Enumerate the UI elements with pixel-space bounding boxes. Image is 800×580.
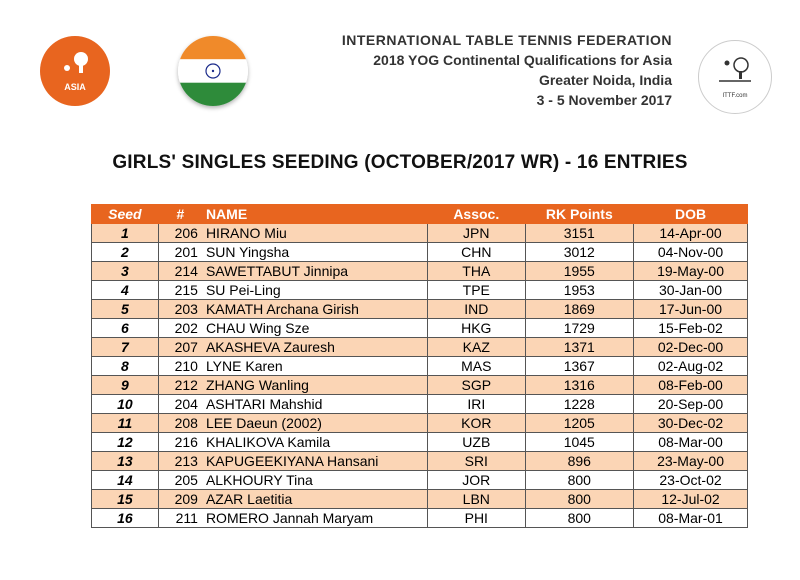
column-header-number: # xyxy=(158,205,202,224)
column-header-seed: Seed xyxy=(92,205,159,224)
table-row xyxy=(92,471,748,490)
association-cell: IND xyxy=(428,300,526,319)
entry-number-cell: 211 xyxy=(158,509,202,528)
ping-pong-paddle-icon xyxy=(55,50,95,80)
seed-cell: 4 xyxy=(92,281,159,300)
dob-cell: 30-Jan-00 xyxy=(634,281,748,300)
table-row xyxy=(92,357,748,376)
event-location: Greater Noida, India xyxy=(538,72,672,88)
dob-cell: 08-Feb-00 xyxy=(634,376,748,395)
player-name-cell: SUN Yingsha xyxy=(202,243,428,262)
player-name-cell: ZHANG Wanling xyxy=(202,376,428,395)
seed-cell: 5 xyxy=(92,300,159,319)
dob-cell: 14-Apr-00 xyxy=(634,224,748,243)
seed-cell: 10 xyxy=(92,395,159,414)
dob-cell: 23-Oct-02 xyxy=(634,471,748,490)
entry-number-cell: 213 xyxy=(158,452,202,471)
association-cell: CHN xyxy=(428,243,526,262)
rk-points-cell: 3012 xyxy=(525,243,634,262)
ittf-asia-logo xyxy=(40,36,110,106)
player-name-cell: KAPUGEEKIYANA Hansani xyxy=(202,452,428,471)
table-row xyxy=(92,509,748,528)
rk-points-cell: 1955 xyxy=(525,262,634,281)
player-name-cell: ROMERO Jannah Maryam xyxy=(202,509,428,528)
table-row xyxy=(92,338,748,357)
dob-cell: 02-Dec-00 xyxy=(634,338,748,357)
player-name-cell: KHALIKOVA Kamila xyxy=(202,433,428,452)
ittf-logo xyxy=(698,40,772,114)
entry-number-cell: 202 xyxy=(158,319,202,338)
seeding-table xyxy=(91,204,748,528)
column-header-rk-points: RK Points xyxy=(525,205,634,224)
player-name-cell: LEE Daeun (2002) xyxy=(202,414,428,433)
entry-number-cell: 216 xyxy=(158,433,202,452)
association-cell: TPE xyxy=(428,281,526,300)
event-header xyxy=(342,30,672,110)
table-row xyxy=(92,281,748,300)
event-name: 2018 YOG Continental Qualifications for Asia xyxy=(373,52,672,68)
rk-points-cell: 1953 xyxy=(525,281,634,300)
player-name-cell: SU Pei-Ling xyxy=(202,281,428,300)
seed-cell: 8 xyxy=(92,357,159,376)
column-header-assoc: Assoc. xyxy=(428,205,526,224)
page-title: GIRLS' SINGLES SEEDING (OCTOBER/2017 WR) - 16 ENTRIES xyxy=(112,152,688,173)
seed-cell: 15 xyxy=(92,490,159,509)
federation-name: INTERNATIONAL TABLE TENNIS FEDERATION xyxy=(341,32,672,48)
player-name-cell: ASHTARI Mahshid xyxy=(202,395,428,414)
rk-points-cell: 1869 xyxy=(525,300,634,319)
association-cell: KAZ xyxy=(428,338,526,357)
ittf-asia-logo-text: ASIA xyxy=(64,82,86,92)
association-cell: SRI xyxy=(428,452,526,471)
dob-cell: 12-Jul-02 xyxy=(634,490,748,509)
seed-cell: 16 xyxy=(92,509,159,528)
column-header-dob: DOB xyxy=(634,205,748,224)
seed-cell: 11 xyxy=(92,414,159,433)
entry-number-cell: 215 xyxy=(158,281,202,300)
ittf-url: ITTF.com xyxy=(722,93,748,99)
rk-points-cell: 800 xyxy=(525,490,634,509)
player-name-cell: CHAU Wing Sze xyxy=(202,319,428,338)
table-row xyxy=(92,414,748,433)
entry-number-cell: 209 xyxy=(158,490,202,509)
player-name-cell: AZAR Laetitia xyxy=(202,490,428,509)
seed-cell: 12 xyxy=(92,433,159,452)
entry-number-cell: 203 xyxy=(158,300,202,319)
entry-number-cell: 205 xyxy=(158,471,202,490)
entry-number-cell: 212 xyxy=(158,376,202,395)
rk-points-cell: 1729 xyxy=(525,319,634,338)
dob-cell: 30-Dec-02 xyxy=(634,414,748,433)
rk-points-cell: 1367 xyxy=(525,357,634,376)
table-row xyxy=(92,433,748,452)
association-cell: JPN xyxy=(428,224,526,243)
dob-cell: 15-Feb-02 xyxy=(634,319,748,338)
rk-points-cell: 1205 xyxy=(525,414,634,433)
rk-points-cell: 800 xyxy=(525,471,634,490)
column-header-name: NAME xyxy=(202,205,428,224)
rk-points-cell: 1045 xyxy=(525,433,634,452)
rk-points-cell: 1371 xyxy=(525,338,634,357)
dob-cell: 17-Jun-00 xyxy=(634,300,748,319)
dob-cell: 02-Aug-02 xyxy=(634,357,748,376)
seed-cell: 7 xyxy=(92,338,159,357)
player-name-cell: KAMATH Archana Girish xyxy=(202,300,428,319)
india-flag-icon xyxy=(178,36,248,106)
seed-cell: 2 xyxy=(92,243,159,262)
table-row xyxy=(92,395,748,414)
dob-cell: 20-Sep-00 xyxy=(634,395,748,414)
seed-cell: 3 xyxy=(92,262,159,281)
association-cell: THA xyxy=(428,262,526,281)
dob-cell: 23-May-00 xyxy=(634,452,748,471)
player-name-cell: HIRANO Miu xyxy=(202,224,428,243)
association-cell: SGP xyxy=(428,376,526,395)
rk-points-cell: 3151 xyxy=(525,224,634,243)
table-row xyxy=(92,262,748,281)
entry-number-cell: 210 xyxy=(158,357,202,376)
player-name-cell: SAWETTABUT Jinnipa xyxy=(202,262,428,281)
event-dates: 3 - 5 November 2017 xyxy=(536,92,672,108)
rk-points-cell: 800 xyxy=(525,509,634,528)
association-cell: IRI xyxy=(428,395,526,414)
seed-cell: 13 xyxy=(92,452,159,471)
entry-number-cell: 201 xyxy=(158,243,202,262)
association-cell: HKG xyxy=(428,319,526,338)
table-row xyxy=(92,376,748,395)
seed-cell: 1 xyxy=(92,224,159,243)
rk-points-cell: 1316 xyxy=(525,376,634,395)
ittf-paddle-icon xyxy=(713,55,757,91)
association-cell: UZB xyxy=(428,433,526,452)
association-cell: LBN xyxy=(428,490,526,509)
dob-cell: 04-Nov-00 xyxy=(634,243,748,262)
rk-points-cell: 896 xyxy=(525,452,634,471)
association-cell: MAS xyxy=(428,357,526,376)
entry-number-cell: 214 xyxy=(158,262,202,281)
seed-cell: 9 xyxy=(92,376,159,395)
rk-points-cell: 1228 xyxy=(525,395,634,414)
table-row xyxy=(92,224,748,243)
dob-cell: 08-Mar-01 xyxy=(634,509,748,528)
association-cell: JOR xyxy=(428,471,526,490)
dob-cell: 08-Mar-00 xyxy=(634,433,748,452)
table-row xyxy=(92,452,748,471)
table-header-row xyxy=(92,205,748,224)
table-row xyxy=(92,319,748,338)
association-cell: PHI xyxy=(428,509,526,528)
player-name-cell: ALKHOURY Tina xyxy=(202,471,428,490)
seed-cell: 6 xyxy=(92,319,159,338)
table-row xyxy=(92,243,748,262)
seed-cell: 14 xyxy=(92,471,159,490)
player-name-cell: LYNE Karen xyxy=(202,357,428,376)
player-name-cell: AKASHEVA Zauresh xyxy=(202,338,428,357)
entry-number-cell: 206 xyxy=(158,224,202,243)
dob-cell: 19-May-00 xyxy=(634,262,748,281)
association-cell: KOR xyxy=(428,414,526,433)
table-row xyxy=(92,490,748,509)
entry-number-cell: 204 xyxy=(158,395,202,414)
entry-number-cell: 208 xyxy=(158,414,202,433)
entry-number-cell: 207 xyxy=(158,338,202,357)
table-row xyxy=(92,300,748,319)
